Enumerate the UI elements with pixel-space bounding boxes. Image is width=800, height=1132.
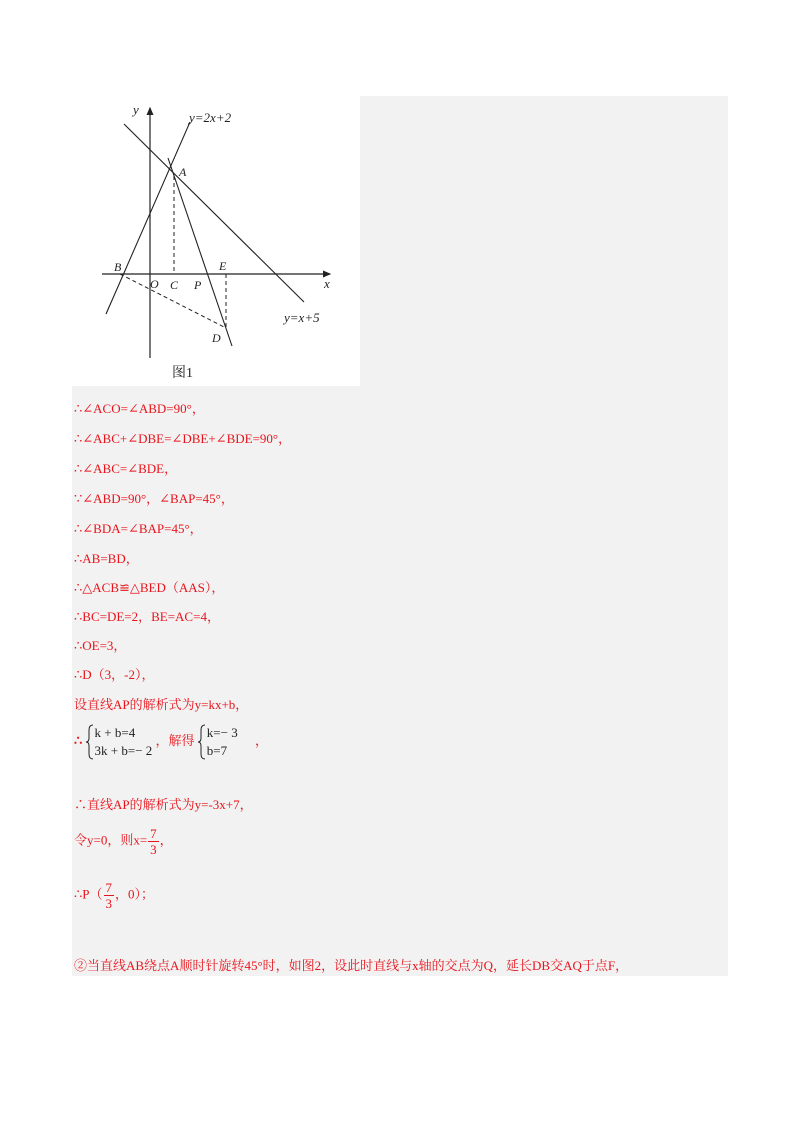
- let-y-suffix: ，: [159, 832, 173, 848]
- solution-system: [198, 724, 238, 760]
- fraction-numerator: 7: [150, 826, 157, 841]
- equation-2: 3k + b=− 2: [94, 743, 153, 758]
- label-point-B: B: [114, 260, 122, 274]
- point-p-prefix: ∴P（: [74, 886, 103, 902]
- fraction-denominator: 3: [150, 842, 157, 857]
- proof-line-11: 设直线AP的解析式为y=kx+b，: [74, 697, 249, 712]
- fraction-7-3: [104, 880, 115, 911]
- figure-caption: 图1: [172, 366, 193, 381]
- left-brace-icon: [198, 724, 206, 760]
- label-line-2x-plus-2: y=2x+2: [189, 110, 232, 125]
- let-y-prefix: 令y=0，则x=: [74, 832, 148, 848]
- proof-line-1: ∴∠ACO=∠ABD=90°，: [74, 401, 205, 416]
- label-point-O: O: [150, 277, 159, 291]
- label-point-A: A: [179, 165, 187, 179]
- proof-line-3: ∴∠ABC=∠BDE，: [74, 461, 178, 476]
- line-ap-result: ∴直线AP的解析式为y=-3x+7，: [74, 797, 253, 812]
- line-AD: [168, 158, 232, 346]
- line-y-x-plus-5: [124, 124, 304, 302]
- system-mid-text: ，解得: [155, 732, 195, 748]
- proof-line-2: ∴∠ABC+∠DBE=∠DBE+∠BDE=90°，: [74, 431, 292, 446]
- proof-line-4: ∵∠ABD=90°，∠BAP=45°，: [74, 491, 234, 506]
- point-p-suffix: ，0）；: [115, 886, 155, 902]
- label-point-D: D: [212, 331, 221, 345]
- system-prefix: ∴: [74, 732, 83, 748]
- fraction-numerator: 7: [105, 880, 113, 895]
- label-line-x-plus-5: y=x+5: [284, 310, 320, 325]
- label-point-C: C: [170, 278, 179, 292]
- point-p-line: [74, 880, 154, 911]
- label-x-axis: x: [324, 276, 330, 291]
- equation-1: k + b=4: [94, 725, 136, 740]
- figure-1: [72, 96, 360, 386]
- proof-line-6: ∴AB=BD，: [74, 551, 139, 566]
- fraction-7-3: [148, 826, 159, 857]
- proof-line-5: ∴∠BDA=∠BAP=45°，: [74, 521, 203, 536]
- equation-system: [86, 724, 153, 760]
- solution-1: k=− 3: [206, 725, 238, 740]
- left-brace-icon: [86, 724, 94, 760]
- solution-2: b=7: [206, 743, 228, 758]
- equation-system-line: [74, 724, 268, 760]
- proof-line-10: ∴D（3，-2），: [74, 667, 155, 682]
- let-y-line: [74, 826, 173, 857]
- label-y-axis: y: [133, 102, 139, 117]
- proof-line-7: ∴△ACB≌△BED（AAS），: [74, 580, 225, 595]
- system-suffix: ，: [254, 732, 268, 748]
- case-2-line: ②当直线AB绕点A顺时针旋转45°时，如图2，设此时直线与x轴的交点为Q，延长DB交AQ于点F，: [74, 958, 629, 973]
- coordinate-diagram: [72, 96, 360, 386]
- proof-line-8: ∴BC=DE=2，BE=AC=4，: [74, 609, 220, 624]
- label-point-P: P: [194, 278, 202, 292]
- fraction-denominator: 3: [105, 896, 113, 911]
- label-point-E: E: [219, 259, 227, 273]
- proof-line-9: ∴OE=3，: [74, 638, 127, 653]
